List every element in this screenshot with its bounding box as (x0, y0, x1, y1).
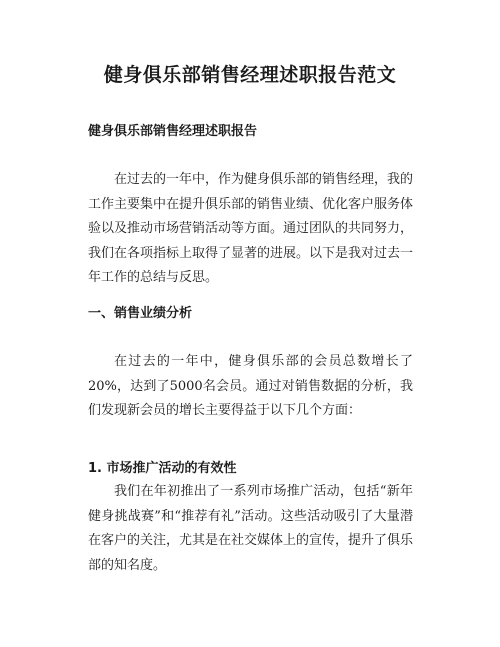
subsection-heading-marketing: 1. 市场推广活动的有效性 (88, 461, 237, 476)
document-title: 健身俱乐部销售经理述职报告范文 (103, 64, 397, 86)
document-subtitle: 健身俱乐部销售经理述职报告 (88, 124, 258, 139)
section-heading-sales-performance: 一、销售业绩分析 (88, 306, 193, 321)
section-paragraph-sales-performance: 在过去的一年中，健身俱乐部的会员总数增长了20%，达到了5000名会员。通过对销售数据的分析，我们发现新会员的增长主要得益于以下几个方面： (88, 354, 413, 418)
intro-paragraph: 在过去的一年中，作为健身俱乐部的销售经理，我的工作主要集中在提升俱乐部的销售业绩、优化客户服务体验以及推动市场营销活动等方面。通过团队的共同努力，我们在各项指标上取得了显著的进展。以下是我对过去一年工作的总结与反思。 (88, 172, 414, 285)
subsection-paragraph-marketing: 我们在年初推出了一系列市场推广活动，包括“新年健身挑战赛”和“推荐有礼”活动。这些活动吸引了大量潜在客户的关注，尤其是在社交媒体上的宣传，提升了俱乐部的知名度。 (88, 484, 414, 573)
